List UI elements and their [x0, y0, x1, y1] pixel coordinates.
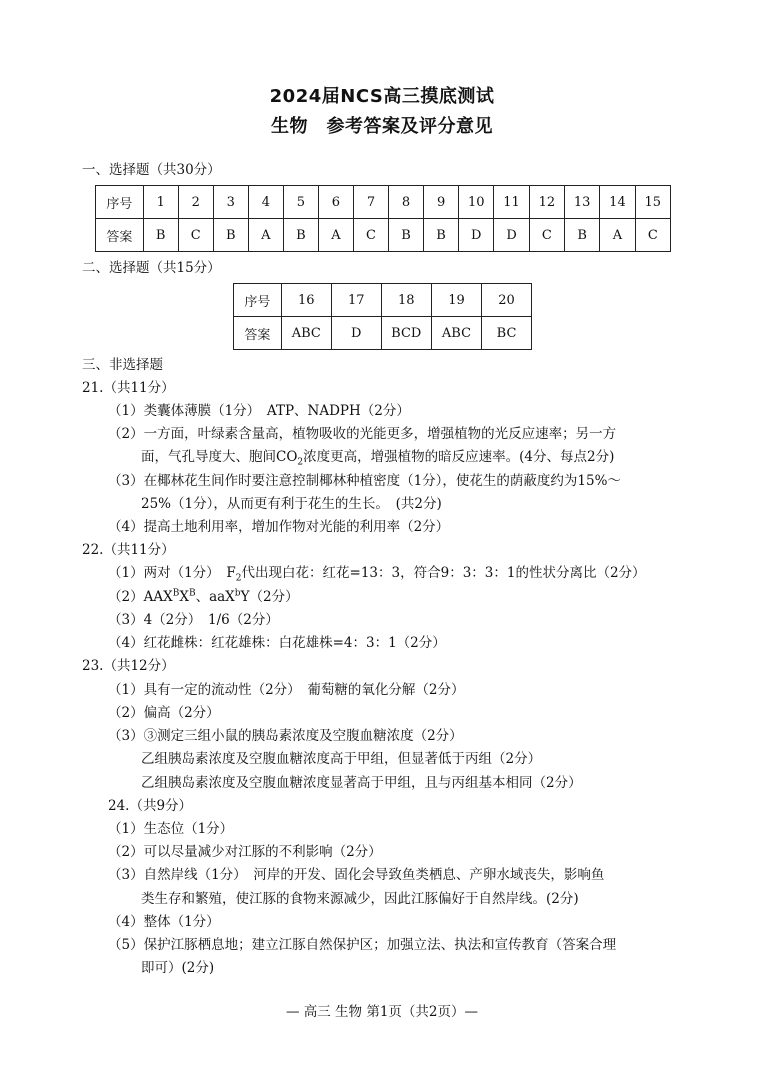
table-cell: ABC	[431, 317, 481, 350]
q22-line: （4）红花雌株：红花雄株：白花雄株=4：3：1（2分）	[108, 635, 446, 651]
q21-line: （3）在椰林花生间作时要注意控制椰林种植密度（1分），使花生的荫蔽度约为15%～	[108, 473, 621, 489]
table-row-answers	[234, 317, 532, 350]
q24-line: （3）自然岸线（1分） 河岸的开发、固化会导致鱼类栖息、产卵水域丧失，影响鱼	[108, 867, 605, 883]
answer-table-1	[95, 185, 671, 252]
table-cell: 3	[213, 186, 248, 219]
superscript: B	[188, 588, 196, 599]
q22-line	[108, 563, 646, 583]
q22-line: （3）4（2分） 1/6（2分）	[108, 612, 279, 628]
q21-title: 21.（共11分）	[82, 380, 175, 396]
page-footer: — 高三 生物 第1页（共2页）—	[285, 1004, 479, 1020]
q24-title: 24.（共9分）	[108, 798, 193, 814]
q21-line: 25%（1分），从而更有利于花生的生长。 (共2分)	[141, 496, 442, 512]
table-cell: 16	[281, 284, 331, 317]
superscript: b	[234, 588, 241, 599]
text-fragment: 代出现白花：红花=13：3，符合9：3：3：1的性状分离比（2分）	[241, 565, 646, 581]
table-cell: ABC	[281, 317, 331, 350]
q23-title: 23.（共12分）	[82, 658, 175, 674]
table-cell: 10	[459, 186, 494, 219]
table-cell: 7	[353, 186, 388, 219]
table-cell: 13	[565, 186, 600, 219]
section3-heading: 三、非选择题	[82, 357, 163, 373]
table-cell: 15	[635, 186, 670, 219]
table-cell: 14	[600, 186, 635, 219]
table-cell: BC	[482, 317, 532, 350]
table-cell: B	[143, 219, 178, 252]
q21-line: （4）提高土地利用率，增加作物对光能的利用率（2分）	[108, 519, 450, 535]
table-cell: A	[318, 219, 353, 252]
answer-table-2	[233, 283, 532, 350]
q23-line: （3）③测定三组小鼠的胰岛素浓度及空腹血糖浓度（2分）	[108, 728, 463, 744]
page-subtitle: 生物 参考答案及评分意见	[271, 116, 493, 137]
table-cell: 4	[248, 186, 283, 219]
table-cell: 2	[178, 186, 213, 219]
table-cell: 12	[529, 186, 564, 219]
row-label: 答案	[96, 219, 144, 252]
q21-line	[141, 447, 614, 467]
text-fragment: Y（2分）	[240, 589, 299, 605]
text-fragment: 浓度更高，增强植物的暗反应速率。(4分、每点2分)	[303, 449, 615, 465]
table-cell: D	[331, 317, 381, 350]
q23-line: 乙组胰岛素浓度及空腹血糖浓度高于甲组，但显著低于丙组（2分）	[141, 751, 542, 767]
table-cell: 19	[431, 284, 481, 317]
q24-line: （2）可以尽量减少对江豚的不利影响（2分）	[108, 844, 382, 860]
row-label: 答案	[234, 317, 282, 350]
section1-heading: 一、选择题（共30分）	[82, 162, 221, 178]
text-fragment: 、aaX	[195, 589, 235, 605]
subscript: 2	[297, 457, 304, 468]
row-label: 序号	[96, 186, 144, 219]
table-cell: 9	[424, 186, 459, 219]
table-cell: BCD	[381, 317, 431, 350]
text-fragment: X	[179, 589, 189, 605]
table-cell: 11	[494, 186, 529, 219]
q24-line: （1）生态位（1分）	[108, 821, 234, 837]
table-cell: B	[213, 219, 248, 252]
table-cell: D	[459, 219, 494, 252]
q24-line: 即可）(2分)	[141, 960, 215, 976]
text-fragment: 面，气孔导度大、胞间CO	[141, 449, 298, 465]
q21-line: （2）一方面，叶绿素含量高，植物吸收的光能更多，增强植物的光反应速率；另一方	[108, 426, 617, 442]
row-label: 序号	[234, 284, 282, 317]
q24-line: 类生存和繁殖，使江豚的食物来源减少，因此江豚偏好于自然岸线。(2分)	[141, 891, 579, 907]
table-cell: 6	[318, 186, 353, 219]
table-cell: C	[635, 219, 670, 252]
table-cell: 8	[389, 186, 424, 219]
q23-line: （2）偏高（2分）	[108, 705, 220, 721]
table-cell: A	[600, 219, 635, 252]
subscript: 2	[235, 573, 242, 584]
q22-line	[108, 587, 299, 607]
table-row-answers	[96, 219, 671, 252]
table-row-numbers	[96, 186, 671, 219]
q23-line: （1）具有一定的流动性（2分） 葡萄糖的氧化分解（2分）	[108, 682, 465, 698]
table-cell: 20	[482, 284, 532, 317]
q24-line: （4）整体（1分）	[108, 914, 220, 930]
page-title: 2024届NCS高三摸底测试	[269, 86, 495, 107]
table-cell: 1	[143, 186, 178, 219]
table-row-numbers	[234, 284, 532, 317]
table-cell: C	[529, 219, 564, 252]
q23-line: 乙组胰岛素浓度及空腹血糖浓度显著高于甲组，且与丙组基本相同（2分）	[141, 775, 582, 791]
superscript: B	[172, 588, 180, 599]
table-cell: B	[424, 219, 459, 252]
table-cell: 17	[331, 284, 381, 317]
text-fragment: （2）AAX	[108, 589, 173, 605]
table-cell: C	[353, 219, 388, 252]
table-cell: B	[389, 219, 424, 252]
q24-line: （5）保护江豚栖息地；建立江豚自然保护区；加强立法、执法和宣传教育（答案合理	[108, 937, 617, 953]
table-cell: D	[494, 219, 529, 252]
q21-line: （1）类囊体薄膜（1分） ATP、NADPH（2分）	[108, 403, 410, 419]
q22-title: 22.（共11分）	[82, 542, 175, 558]
section2-heading: 二、选择题（共15分）	[82, 260, 221, 276]
table-cell: 18	[381, 284, 431, 317]
table-cell: B	[565, 219, 600, 252]
table-cell: C	[178, 219, 213, 252]
text-fragment: （1）两对（1分） F	[108, 565, 236, 581]
table-cell: A	[248, 219, 283, 252]
table-cell: 5	[283, 186, 318, 219]
table-cell: B	[283, 219, 318, 252]
